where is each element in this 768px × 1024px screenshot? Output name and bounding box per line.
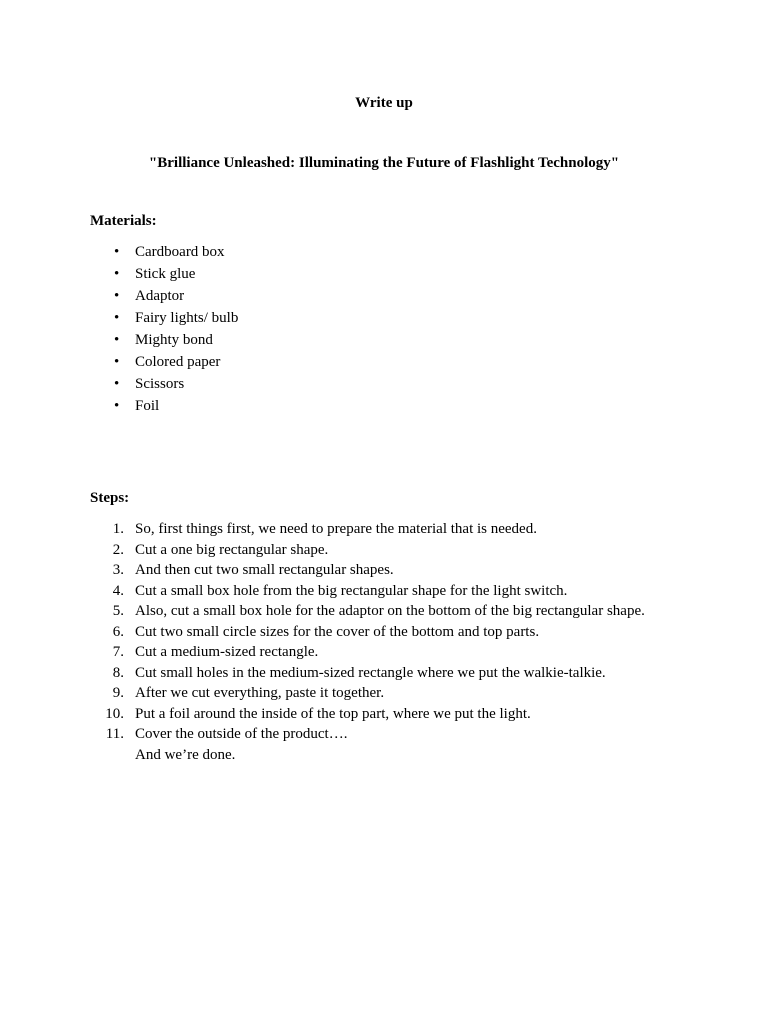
- material-text: Fairy lights/ bulb: [135, 310, 239, 326]
- step-text: Cut a small box hole from the big rectangular shape for the light switch.: [135, 582, 568, 599]
- material-text: Mighty bond: [135, 332, 213, 348]
- step-number: 3.: [112, 562, 124, 578]
- step-text: Put a foil around the inside of the top part, where we put the light.: [135, 705, 531, 722]
- bullet-icon: •: [114, 332, 120, 348]
- material-text: Colored paper: [135, 354, 221, 370]
- step-text: So, first things first, we need to prepare the material that is needed.: [135, 521, 537, 537]
- step-number: 6.: [112, 623, 124, 640]
- step-text: Also, cut a small box hole for the adaptor on the bottom of the big rectangular shape.: [135, 603, 645, 619]
- step-number: 5.: [112, 603, 124, 619]
- steps-list: [90, 520, 645, 746]
- list-item: [90, 243, 238, 265]
- step-number: 1.: [112, 521, 124, 537]
- list-item: [90, 353, 238, 375]
- step-text: Cover the outside of the product….: [135, 726, 348, 742]
- list-item: [90, 331, 238, 353]
- list-item: [90, 602, 645, 623]
- list-item: [90, 725, 645, 746]
- list-item: [90, 643, 645, 664]
- step-number: 10.: [105, 705, 124, 722]
- step-number: 7.: [112, 644, 124, 660]
- material-text: Foil: [135, 398, 160, 414]
- material-text: Stick glue: [135, 266, 196, 282]
- materials-list: [90, 243, 238, 419]
- step-text: Cut two small circle sizes for the cover of the bottom and top parts.: [135, 623, 540, 640]
- document-title: "Brilliance Unleashed: Illuminating the Future of Flashlight Technology": [148, 155, 620, 171]
- bullet-icon: •: [114, 354, 120, 370]
- step-number: 8.: [112, 664, 124, 681]
- bullet-icon: •: [114, 398, 120, 414]
- bullet-icon: •: [114, 244, 120, 260]
- step-number: 11.: [105, 726, 124, 742]
- step-text: Cut a one big rectangular shape.: [135, 541, 329, 558]
- step-text: And then cut two small rectangular shapes.: [135, 562, 394, 578]
- material-text: Scissors: [135, 376, 185, 392]
- document-heading: Write up: [355, 95, 413, 111]
- material-text: Cardboard box: [135, 244, 225, 260]
- list-item: [90, 520, 645, 541]
- list-item: [90, 397, 238, 419]
- step-number: 4.: [112, 582, 124, 599]
- closing-line: And we’re done.: [135, 747, 236, 763]
- list-item: [90, 684, 645, 705]
- step-number: 2.: [112, 541, 124, 558]
- bullet-icon: •: [114, 288, 120, 304]
- list-item: [90, 541, 645, 562]
- list-item: [90, 664, 645, 685]
- bullet-icon: •: [114, 310, 120, 326]
- list-item: [90, 705, 645, 726]
- list-item: [90, 561, 645, 582]
- step-text: After we cut everything, paste it together.: [135, 685, 385, 701]
- step-number: 9.: [112, 685, 124, 701]
- list-item: [90, 582, 645, 603]
- list-item: [90, 309, 238, 331]
- bullet-icon: •: [114, 266, 120, 282]
- step-text: Cut small holes in the medium-sized rectangle where we put the walkie-talkie.: [135, 664, 606, 681]
- list-item: [90, 375, 238, 397]
- list-item: [90, 287, 238, 309]
- list-item: [90, 265, 238, 287]
- steps-label: Steps:: [90, 490, 130, 506]
- bullet-icon: •: [114, 376, 120, 392]
- material-text: Adaptor: [135, 288, 185, 304]
- list-item: [90, 623, 645, 644]
- step-text: Cut a medium-sized rectangle.: [135, 644, 319, 660]
- materials-label: Materials:: [90, 213, 157, 229]
